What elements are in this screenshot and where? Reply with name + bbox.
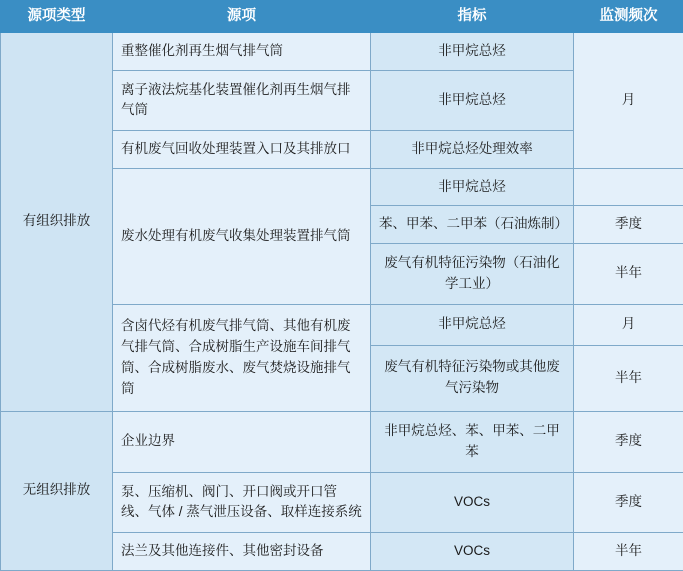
cell-indicator: 非甲烷总烃 (371, 168, 574, 206)
cell-source-item: 重整催化剂再生烟气排气筒 (113, 33, 371, 71)
column-header-frequency: 监测频次 (574, 1, 683, 33)
cell-frequency: 季度 (574, 472, 683, 533)
cell-indicator: 非甲烷总烃 (371, 33, 574, 71)
cell-frequency: 季度 (574, 206, 683, 244)
cell-source-item: 含卤代烃有机废气排气筒、其他有机废气排气筒、合成树脂生产设施车间排气筒、合成树脂废水、废气焚烧设施排气筒 (113, 304, 371, 411)
table-row (1, 411, 683, 472)
cell-frequency: 半年 (574, 244, 683, 305)
cell-source-item: 离子液法烷基化装置催化剂再生烟气排气筒 (113, 70, 371, 131)
column-header-source-type: 源项类型 (1, 1, 113, 33)
cell-source-item: 法兰及其他连接件、其他密封设备 (113, 533, 371, 571)
cell-indicator: VOCs (371, 472, 574, 533)
cell-indicator: 非甲烷总烃 (371, 70, 574, 131)
cell-frequency (574, 168, 683, 206)
cell-frequency: 半年 (574, 533, 683, 571)
cell-frequency: 半年 (574, 345, 683, 411)
cell-source-type-organized: 有组织排放 (1, 33, 113, 412)
cell-frequency: 月 (574, 33, 683, 169)
cell-indicator: 非甲烷总烃、苯、甲苯、二甲苯 (371, 411, 574, 472)
table-row (1, 33, 683, 71)
cell-indicator: 非甲烷总烃处理效率 (371, 131, 574, 169)
table-header (1, 1, 683, 33)
column-header-source-item: 源项 (113, 1, 371, 33)
cell-indicator: 非甲烷总烃 (371, 304, 574, 345)
cell-indicator: 废气有机特征污染物（石油化学工业） (371, 244, 574, 305)
cell-source-type-unorganized: 无组织排放 (1, 411, 113, 570)
cell-indicator: 苯、甲苯、二甲苯（石油炼制） (371, 206, 574, 244)
table-body (1, 33, 683, 571)
cell-indicator: VOCs (371, 533, 574, 571)
cell-source-item: 企业边界 (113, 411, 371, 472)
column-header-indicator: 指标 (371, 1, 574, 33)
cell-frequency: 月 (574, 304, 683, 345)
cell-frequency: 季度 (574, 411, 683, 472)
cell-indicator: 废气有机特征污染物或其他废气污染物 (371, 345, 574, 411)
table-header-row (1, 1, 683, 33)
cell-source-item: 泵、压缩机、阀门、开口阀或开口管线、气体 / 蒸气泄压设备、取样连接系统 (113, 472, 371, 533)
cell-source-item: 有机废气回收处理装置入口及其排放口 (113, 131, 371, 169)
cell-source-item: 废水处理有机废气收集处理装置排气筒 (113, 168, 371, 304)
